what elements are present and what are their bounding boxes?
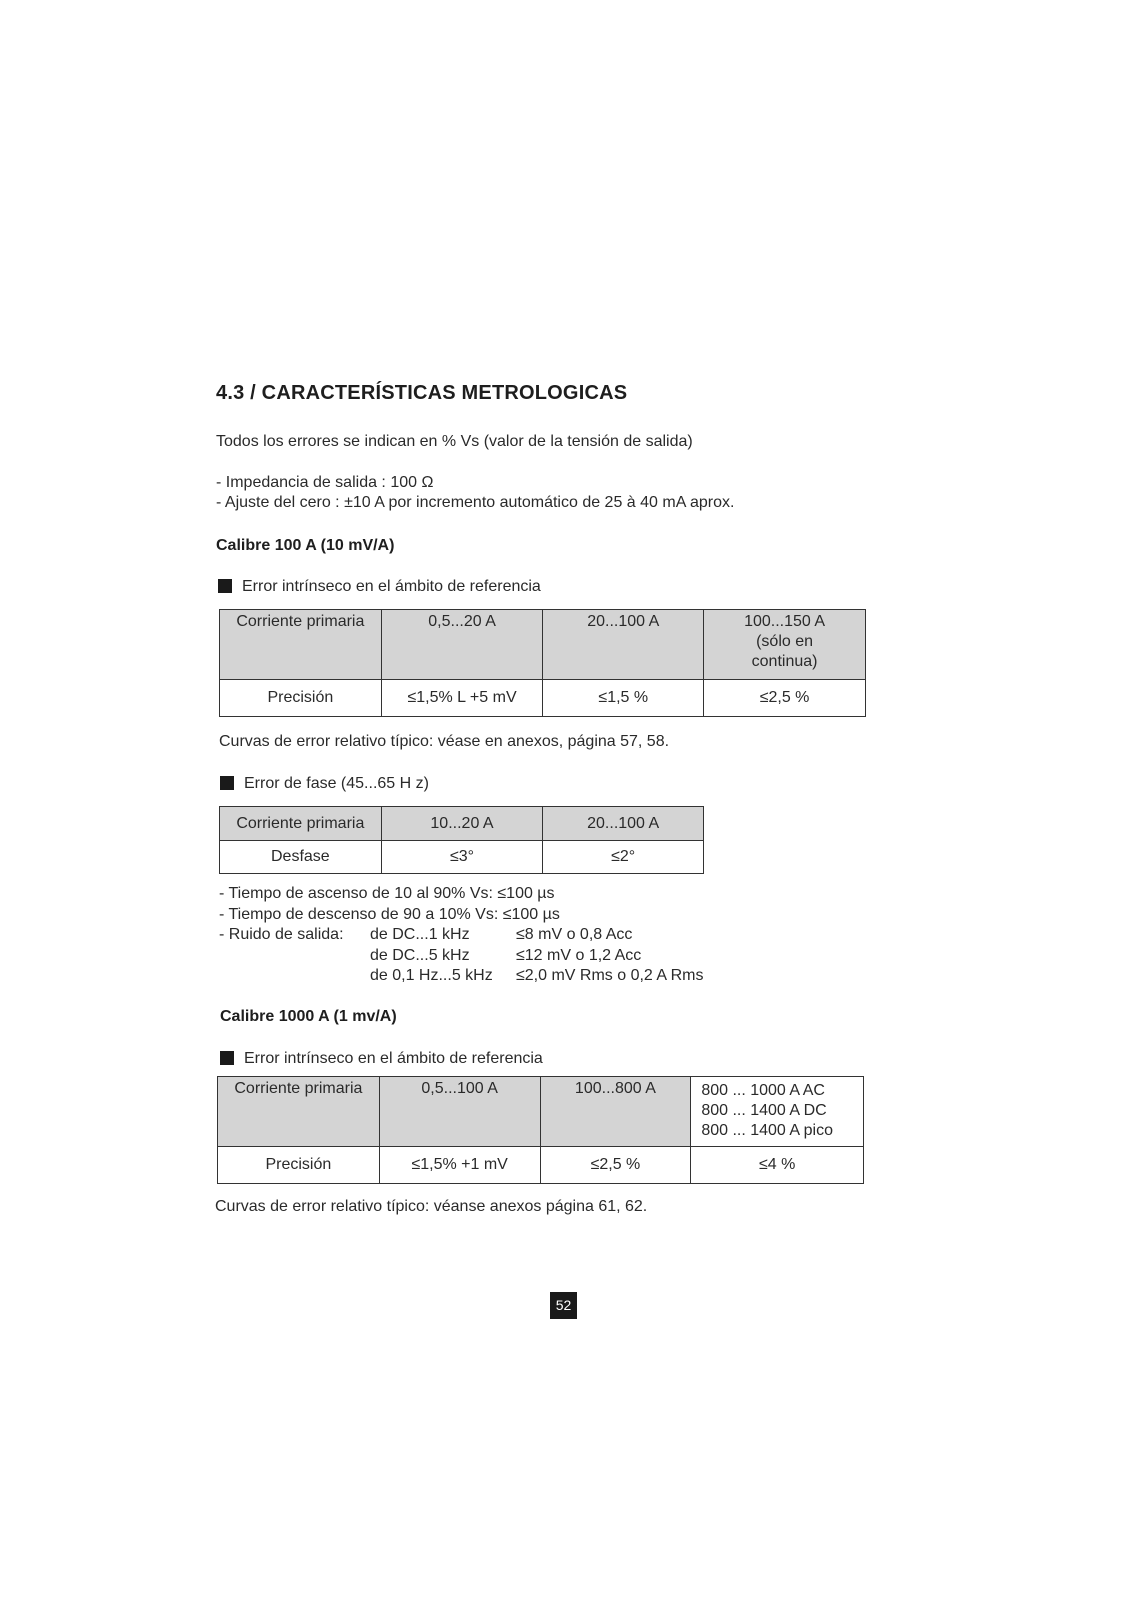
calibre-1000-heading: Calibre 1000 A (1 mv/A): [220, 1008, 397, 1025]
square-bullet-icon: [218, 579, 232, 593]
calibre-100-heading: Calibre 100 A (10 mV/A): [216, 537, 395, 554]
curves-note-1000: Curvas de error relativo típico: véanse anexos página 61, 62.: [215, 1198, 648, 1215]
table-cell: ≤2,5 %: [704, 680, 866, 717]
table-header-cell: Corriente primaria: [220, 610, 382, 680]
table-header-row: [218, 1077, 864, 1147]
square-bullet-icon: [220, 1051, 234, 1065]
intrinsic-error-1000-label: Error intrínseco en el ámbito de referencia: [220, 1050, 543, 1068]
table-row: [220, 841, 704, 874]
table-header-cell: 10...20 A: [381, 807, 543, 841]
curves-note-100: Curvas de error relativo típico: véase en anexos, página 57, 58.: [219, 733, 670, 750]
page-number: 52: [550, 1292, 577, 1319]
noise-label: - Ruido de salida:: [219, 926, 344, 943]
table-header-row: [220, 807, 704, 841]
table-header-cell: 20...100 A: [543, 807, 704, 841]
table-cell: ≤1,5% +1 mV: [379, 1147, 540, 1184]
table-cell: Desfase: [220, 841, 382, 874]
table-header-cell: 0,5...20 A: [381, 610, 543, 680]
square-bullet-icon: [220, 776, 234, 790]
table-header-cell: 100...800 A: [540, 1077, 691, 1147]
table-row: [218, 1147, 864, 1184]
phase-error-table: [219, 806, 704, 874]
table-header-cell: Corriente primaria: [218, 1077, 380, 1147]
table-row: [220, 680, 866, 717]
table-cell: ≤2,5 %: [540, 1147, 691, 1184]
table-cell: ≤1,5% L +5 mV: [381, 680, 543, 717]
fall-time-spec: - Tiempo de descenso de 90 a 10% Vs: ≤100 µs: [219, 905, 560, 923]
intro-text: Todos los errores se indican en % Vs (valor de la tensión de salida): [216, 433, 693, 450]
intrinsic-error-100-label: Error intrínseco en el ámbito de referencia: [218, 578, 541, 596]
table-header-row: [220, 610, 866, 680]
intrinsic-error-1000-table: [217, 1076, 864, 1184]
intrinsic-error-100-table: [219, 609, 866, 717]
table-header-cell: Corriente primaria: [220, 807, 382, 841]
section-title: 4.3 / CARACTERÍSTICAS METROLOGICAS: [216, 382, 628, 404]
noise-value: ≤2,0 mV Rms o 0,2 A Rms: [516, 967, 704, 984]
noise-range: de DC...5 kHz: [370, 946, 470, 964]
phase-error-label: Error de fase (45...65 H z): [220, 775, 429, 793]
table-cell: Precisión: [220, 680, 382, 717]
noise-value: ≤8 mV o 0,8 Acc: [516, 926, 633, 943]
table-cell: ≤3°: [381, 841, 543, 874]
zero-adjust-spec: - Ajuste del cero : ±10 A por incremento automático de 25 à 40 mA aprox.: [216, 494, 735, 511]
table-cell: Precisión: [218, 1147, 380, 1184]
noise-value: ≤12 mV o 1,2 Acc: [516, 946, 642, 964]
table-header-cell: 20...100 A: [543, 610, 704, 680]
table-header-cell: 800 ... 1000 A AC 800 ... 1400 A DC 800 ... 1400 A pico: [691, 1077, 864, 1147]
impedance-spec: - Impedancia de salida : 100 Ω: [216, 474, 434, 491]
table-header-cell: 100...150 A (sólo en continua): [704, 610, 866, 680]
timing-and-noise-specs: [219, 884, 779, 987]
table-cell: ≤4 %: [691, 1147, 864, 1184]
table-cell: ≤1,5 %: [543, 680, 704, 717]
table-cell: ≤2°: [543, 841, 704, 874]
rise-time-spec: - Tiempo de ascenso de 10 al 90% Vs: ≤100 µs: [219, 885, 555, 902]
noise-range: de 0,1 Hz...5 kHz: [370, 967, 493, 984]
noise-range: de DC...1 kHz: [370, 926, 470, 943]
table-header-cell: 0,5...100 A: [379, 1077, 540, 1147]
